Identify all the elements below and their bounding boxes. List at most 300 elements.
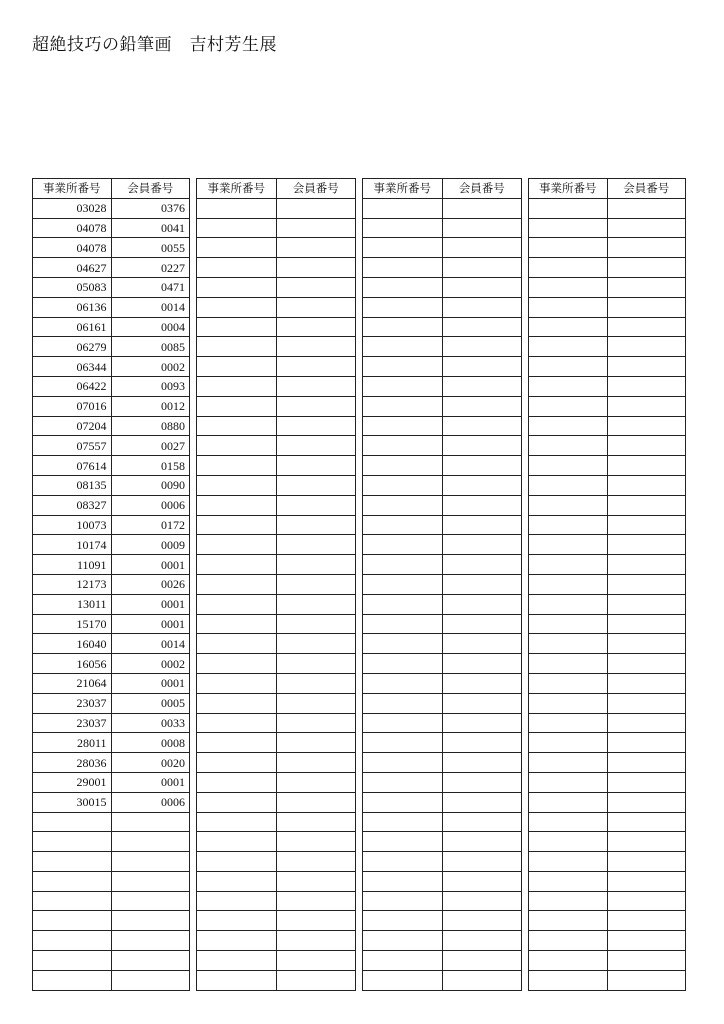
office-number-cell bbox=[363, 337, 443, 357]
member-number-cell: 0055 bbox=[111, 238, 190, 258]
member-number-cell bbox=[111, 852, 190, 872]
office-number-cell bbox=[197, 792, 277, 812]
table-row bbox=[197, 713, 356, 733]
member-number-cell bbox=[442, 634, 522, 654]
office-number-cell: 10174 bbox=[33, 535, 112, 555]
member-number-cell bbox=[276, 337, 356, 357]
office-number-cell bbox=[197, 931, 277, 951]
table-row bbox=[33, 574, 190, 594]
office-number-cell bbox=[33, 931, 112, 951]
table-row bbox=[363, 515, 522, 535]
member-number-cell: 0085 bbox=[111, 337, 190, 357]
office-number-cell bbox=[197, 396, 277, 416]
office-number-cell bbox=[33, 871, 112, 891]
office-number-cell bbox=[197, 475, 277, 495]
member-number-cell bbox=[276, 238, 356, 258]
office-number-cell bbox=[529, 456, 608, 476]
member-number-cell bbox=[607, 931, 686, 951]
office-number-cell bbox=[363, 852, 443, 872]
office-number-cell: 07204 bbox=[33, 416, 112, 436]
office-number-cell bbox=[529, 713, 608, 733]
member-number-cell bbox=[442, 416, 522, 436]
table-row bbox=[33, 891, 190, 911]
member-number-cell bbox=[607, 654, 686, 674]
office-number-cell bbox=[363, 436, 443, 456]
member-number-cell bbox=[442, 673, 522, 693]
member-table-2 bbox=[196, 178, 356, 991]
table-row bbox=[363, 812, 522, 832]
table-row bbox=[529, 198, 686, 218]
table-row bbox=[529, 218, 686, 238]
member-number-cell bbox=[442, 574, 522, 594]
office-number-cell bbox=[197, 258, 277, 278]
member-number-cell bbox=[607, 574, 686, 594]
member-number-header: 会員番号 bbox=[442, 179, 522, 199]
table-row bbox=[529, 238, 686, 258]
member-number-header: 会員番号 bbox=[607, 179, 686, 199]
table-row bbox=[197, 614, 356, 634]
member-number-cell bbox=[442, 970, 522, 990]
table-row bbox=[363, 852, 522, 872]
table-row bbox=[363, 871, 522, 891]
member-table-1 bbox=[32, 178, 190, 991]
member-number-cell bbox=[276, 396, 356, 416]
table-row bbox=[197, 970, 356, 990]
office-number-cell bbox=[529, 416, 608, 436]
table-row bbox=[197, 357, 356, 377]
member-number-cell bbox=[442, 713, 522, 733]
table-row bbox=[197, 634, 356, 654]
table-row bbox=[197, 258, 356, 278]
office-number-cell: 29001 bbox=[33, 772, 112, 792]
office-number-cell: 06136 bbox=[33, 297, 112, 317]
office-number-cell bbox=[529, 535, 608, 555]
member-number-cell bbox=[111, 911, 190, 931]
table-row bbox=[197, 852, 356, 872]
member-number-cell bbox=[607, 812, 686, 832]
table-row bbox=[529, 673, 686, 693]
member-number-cell bbox=[442, 614, 522, 634]
office-number-cell bbox=[529, 277, 608, 297]
member-number-cell bbox=[607, 218, 686, 238]
office-number-cell bbox=[363, 495, 443, 515]
table-row bbox=[363, 277, 522, 297]
member-number-cell bbox=[607, 535, 686, 555]
table-row bbox=[363, 693, 522, 713]
table-row bbox=[197, 337, 356, 357]
member-number-cell bbox=[607, 456, 686, 476]
member-number-cell bbox=[442, 475, 522, 495]
member-number-cell bbox=[607, 693, 686, 713]
table-row bbox=[363, 357, 522, 377]
member-number-cell bbox=[442, 357, 522, 377]
table-row bbox=[363, 475, 522, 495]
member-number-cell: 0093 bbox=[111, 376, 190, 396]
member-number-cell bbox=[607, 277, 686, 297]
office-number-cell bbox=[529, 238, 608, 258]
office-number-cell bbox=[33, 970, 112, 990]
member-number-cell bbox=[276, 436, 356, 456]
office-number-cell bbox=[529, 871, 608, 891]
office-number-cell bbox=[197, 297, 277, 317]
member-number-cell bbox=[442, 297, 522, 317]
table-row bbox=[363, 931, 522, 951]
table-row bbox=[33, 713, 190, 733]
table-row bbox=[33, 634, 190, 654]
office-number-cell bbox=[363, 357, 443, 377]
office-number-cell: 06279 bbox=[33, 337, 112, 357]
office-number-cell bbox=[363, 297, 443, 317]
table-row bbox=[363, 673, 522, 693]
table-row bbox=[197, 416, 356, 436]
member-number-cell bbox=[607, 852, 686, 872]
member-number-cell bbox=[276, 198, 356, 218]
office-number-cell bbox=[33, 832, 112, 852]
table-row bbox=[529, 515, 686, 535]
office-number-cell bbox=[197, 574, 277, 594]
table-row bbox=[197, 931, 356, 951]
member-number-cell bbox=[607, 713, 686, 733]
office-number-cell: 10073 bbox=[33, 515, 112, 535]
member-number-cell bbox=[607, 832, 686, 852]
member-number-cell: 0880 bbox=[111, 416, 190, 436]
office-number-cell bbox=[197, 376, 277, 396]
member-number-cell bbox=[276, 951, 356, 971]
table-row bbox=[33, 871, 190, 891]
member-number-cell bbox=[276, 832, 356, 852]
office-number-cell bbox=[529, 574, 608, 594]
table-row bbox=[529, 475, 686, 495]
table-row bbox=[363, 376, 522, 396]
office-number-cell bbox=[363, 238, 443, 258]
office-number-cell: 06344 bbox=[33, 357, 112, 377]
table-row bbox=[363, 297, 522, 317]
member-number-cell bbox=[276, 574, 356, 594]
member-number-cell bbox=[276, 693, 356, 713]
table-row bbox=[33, 594, 190, 614]
member-number-cell bbox=[442, 396, 522, 416]
table-row bbox=[197, 396, 356, 416]
table-row bbox=[363, 951, 522, 971]
office-number-cell bbox=[529, 555, 608, 575]
table-row bbox=[529, 574, 686, 594]
table-row bbox=[363, 456, 522, 476]
table-row bbox=[197, 733, 356, 753]
member-number-cell bbox=[276, 475, 356, 495]
table-row bbox=[529, 753, 686, 773]
office-number-cell: 03028 bbox=[33, 198, 112, 218]
member-number-cell bbox=[442, 515, 522, 535]
member-number-cell: 0041 bbox=[111, 218, 190, 238]
table-body bbox=[33, 198, 190, 990]
office-number-cell bbox=[197, 812, 277, 832]
office-number-cell bbox=[363, 198, 443, 218]
member-number-cell: 0014 bbox=[111, 297, 190, 317]
office-number-cell bbox=[529, 911, 608, 931]
office-number-cell bbox=[363, 594, 443, 614]
member-number-cell: 0002 bbox=[111, 654, 190, 674]
member-number-cell bbox=[607, 792, 686, 812]
member-number-cell bbox=[276, 812, 356, 832]
table-row bbox=[33, 218, 190, 238]
office-number-cell bbox=[197, 634, 277, 654]
table-row bbox=[197, 871, 356, 891]
office-number-cell bbox=[363, 376, 443, 396]
table-row bbox=[33, 832, 190, 852]
member-number-cell bbox=[111, 951, 190, 971]
table-row bbox=[197, 654, 356, 674]
table-row bbox=[197, 198, 356, 218]
office-number-cell: 07614 bbox=[33, 456, 112, 476]
office-number-cell bbox=[363, 574, 443, 594]
member-number-cell bbox=[607, 198, 686, 218]
office-number-cell bbox=[363, 772, 443, 792]
office-number-cell bbox=[197, 832, 277, 852]
office-number-cell bbox=[33, 812, 112, 832]
member-number-cell bbox=[607, 357, 686, 377]
table-row bbox=[33, 297, 190, 317]
office-number-cell bbox=[363, 475, 443, 495]
table-row bbox=[363, 574, 522, 594]
office-number-cell bbox=[33, 852, 112, 872]
table-row bbox=[529, 772, 686, 792]
table-row bbox=[33, 357, 190, 377]
table-row bbox=[33, 515, 190, 535]
member-number-cell bbox=[111, 832, 190, 852]
table-row bbox=[33, 911, 190, 931]
office-number-cell bbox=[529, 931, 608, 951]
office-number-cell bbox=[529, 594, 608, 614]
office-number-cell bbox=[197, 673, 277, 693]
table-row bbox=[33, 535, 190, 555]
member-number-cell bbox=[276, 515, 356, 535]
office-number-cell bbox=[529, 357, 608, 377]
office-number-cell: 05083 bbox=[33, 277, 112, 297]
member-number-cell bbox=[276, 753, 356, 773]
member-number-cell bbox=[276, 673, 356, 693]
member-number-cell: 0008 bbox=[111, 733, 190, 753]
table-row bbox=[529, 258, 686, 278]
member-number-cell bbox=[111, 931, 190, 951]
table-row bbox=[529, 277, 686, 297]
member-number-cell bbox=[442, 198, 522, 218]
member-number-cell: 0172 bbox=[111, 515, 190, 535]
table-row bbox=[33, 238, 190, 258]
member-number-cell bbox=[442, 495, 522, 515]
member-number-cell bbox=[111, 812, 190, 832]
office-number-cell bbox=[363, 535, 443, 555]
member-number-cell bbox=[442, 832, 522, 852]
office-number-cell bbox=[529, 891, 608, 911]
member-number-cell bbox=[442, 535, 522, 555]
office-number-cell bbox=[363, 733, 443, 753]
member-number-cell bbox=[276, 792, 356, 812]
member-number-cell bbox=[442, 218, 522, 238]
office-number-cell bbox=[363, 416, 443, 436]
office-number-cell bbox=[363, 812, 443, 832]
office-number-header: 事業所番号 bbox=[363, 179, 443, 199]
office-number-cell bbox=[197, 416, 277, 436]
table-row bbox=[363, 891, 522, 911]
member-number-cell bbox=[276, 871, 356, 891]
table-body bbox=[529, 198, 686, 990]
table-row bbox=[33, 475, 190, 495]
member-number-cell bbox=[607, 238, 686, 258]
office-number-cell: 16040 bbox=[33, 634, 112, 654]
office-number-cell bbox=[363, 614, 443, 634]
office-number-cell bbox=[363, 911, 443, 931]
office-number-cell: 07557 bbox=[33, 436, 112, 456]
member-number-cell bbox=[607, 337, 686, 357]
table-row bbox=[197, 376, 356, 396]
table-row bbox=[33, 951, 190, 971]
table-row bbox=[33, 495, 190, 515]
office-number-cell bbox=[529, 733, 608, 753]
office-number-cell bbox=[363, 396, 443, 416]
office-number-cell bbox=[529, 258, 608, 278]
member-number-cell bbox=[607, 416, 686, 436]
member-number-cell bbox=[276, 535, 356, 555]
member-number-cell: 0006 bbox=[111, 792, 190, 812]
office-number-cell bbox=[197, 693, 277, 713]
table-row bbox=[33, 654, 190, 674]
member-number-cell bbox=[276, 614, 356, 634]
office-number-cell bbox=[529, 218, 608, 238]
table-row bbox=[363, 733, 522, 753]
office-number-cell: 30015 bbox=[33, 792, 112, 812]
table-row bbox=[529, 416, 686, 436]
office-number-cell: 04627 bbox=[33, 258, 112, 278]
table-row bbox=[363, 792, 522, 812]
member-number-cell bbox=[607, 436, 686, 456]
member-number-cell bbox=[111, 970, 190, 990]
member-number-cell bbox=[276, 911, 356, 931]
table-row bbox=[529, 871, 686, 891]
member-number-cell: 0001 bbox=[111, 673, 190, 693]
table-row bbox=[529, 614, 686, 634]
table-row bbox=[529, 535, 686, 555]
table-row bbox=[33, 772, 190, 792]
table-row bbox=[529, 317, 686, 337]
table-row bbox=[529, 594, 686, 614]
member-number-cell bbox=[607, 911, 686, 931]
office-number-cell bbox=[197, 753, 277, 773]
table-row bbox=[197, 574, 356, 594]
member-number-cell: 0001 bbox=[111, 594, 190, 614]
table-row bbox=[363, 832, 522, 852]
member-number-cell: 0001 bbox=[111, 555, 190, 575]
member-number-cell bbox=[276, 891, 356, 911]
table-row bbox=[33, 277, 190, 297]
office-number-cell bbox=[33, 911, 112, 931]
member-number-cell bbox=[607, 772, 686, 792]
office-number-cell bbox=[197, 654, 277, 674]
member-number-cell bbox=[442, 376, 522, 396]
table-header-row bbox=[529, 179, 686, 199]
office-number-cell bbox=[363, 258, 443, 278]
table-row bbox=[33, 693, 190, 713]
table-row bbox=[529, 970, 686, 990]
member-number-cell bbox=[276, 733, 356, 753]
table-row bbox=[33, 733, 190, 753]
office-number-cell: 23037 bbox=[33, 713, 112, 733]
table-row bbox=[529, 891, 686, 911]
member-number-cell bbox=[607, 396, 686, 416]
member-number-cell: 0014 bbox=[111, 634, 190, 654]
member-table-3 bbox=[362, 178, 522, 991]
office-number-cell bbox=[197, 594, 277, 614]
member-number-cell bbox=[276, 970, 356, 990]
office-number-cell bbox=[529, 772, 608, 792]
member-number-cell bbox=[442, 555, 522, 575]
office-number-cell bbox=[197, 277, 277, 297]
table-row bbox=[363, 218, 522, 238]
table-row bbox=[33, 376, 190, 396]
office-number-cell: 28011 bbox=[33, 733, 112, 753]
office-number-cell bbox=[197, 871, 277, 891]
member-number-cell bbox=[442, 733, 522, 753]
member-number-cell bbox=[276, 357, 356, 377]
member-number-cell bbox=[276, 277, 356, 297]
member-number-cell bbox=[111, 891, 190, 911]
member-number-cell bbox=[276, 495, 356, 515]
table-row bbox=[363, 258, 522, 278]
member-number-cell bbox=[607, 970, 686, 990]
table-row bbox=[529, 792, 686, 812]
member-number-cell: 0001 bbox=[111, 772, 190, 792]
table-body bbox=[197, 198, 356, 990]
document-title: 超絶技巧の鉛筆画 吉村芳生展 bbox=[32, 35, 277, 55]
table-row bbox=[197, 238, 356, 258]
table-row bbox=[33, 614, 190, 634]
table-row bbox=[197, 753, 356, 773]
office-number-cell bbox=[529, 376, 608, 396]
member-number-cell bbox=[607, 614, 686, 634]
office-number-cell bbox=[529, 515, 608, 535]
member-number-cell bbox=[442, 594, 522, 614]
member-number-cell: 0227 bbox=[111, 258, 190, 278]
office-number-cell bbox=[363, 634, 443, 654]
office-number-cell bbox=[197, 436, 277, 456]
member-number-cell bbox=[607, 871, 686, 891]
table-row bbox=[197, 495, 356, 515]
office-number-cell: 07016 bbox=[33, 396, 112, 416]
office-number-cell bbox=[197, 198, 277, 218]
office-number-cell bbox=[363, 277, 443, 297]
office-number-cell bbox=[197, 456, 277, 476]
table-header-row bbox=[33, 179, 190, 199]
member-number-cell: 0471 bbox=[111, 277, 190, 297]
table-row bbox=[197, 693, 356, 713]
table-row bbox=[529, 812, 686, 832]
table-header-row bbox=[197, 179, 356, 199]
office-number-cell bbox=[529, 970, 608, 990]
table-row bbox=[33, 396, 190, 416]
office-number-cell bbox=[197, 495, 277, 515]
member-number-cell: 0033 bbox=[111, 713, 190, 733]
office-number-cell bbox=[363, 951, 443, 971]
office-number-header: 事業所番号 bbox=[33, 179, 112, 199]
office-number-cell bbox=[363, 555, 443, 575]
table-row bbox=[197, 594, 356, 614]
member-number-cell bbox=[276, 931, 356, 951]
member-number-cell bbox=[607, 753, 686, 773]
table-row bbox=[33, 337, 190, 357]
table-row bbox=[529, 832, 686, 852]
member-number-cell bbox=[442, 258, 522, 278]
member-number-cell: 0027 bbox=[111, 436, 190, 456]
office-number-cell bbox=[363, 515, 443, 535]
